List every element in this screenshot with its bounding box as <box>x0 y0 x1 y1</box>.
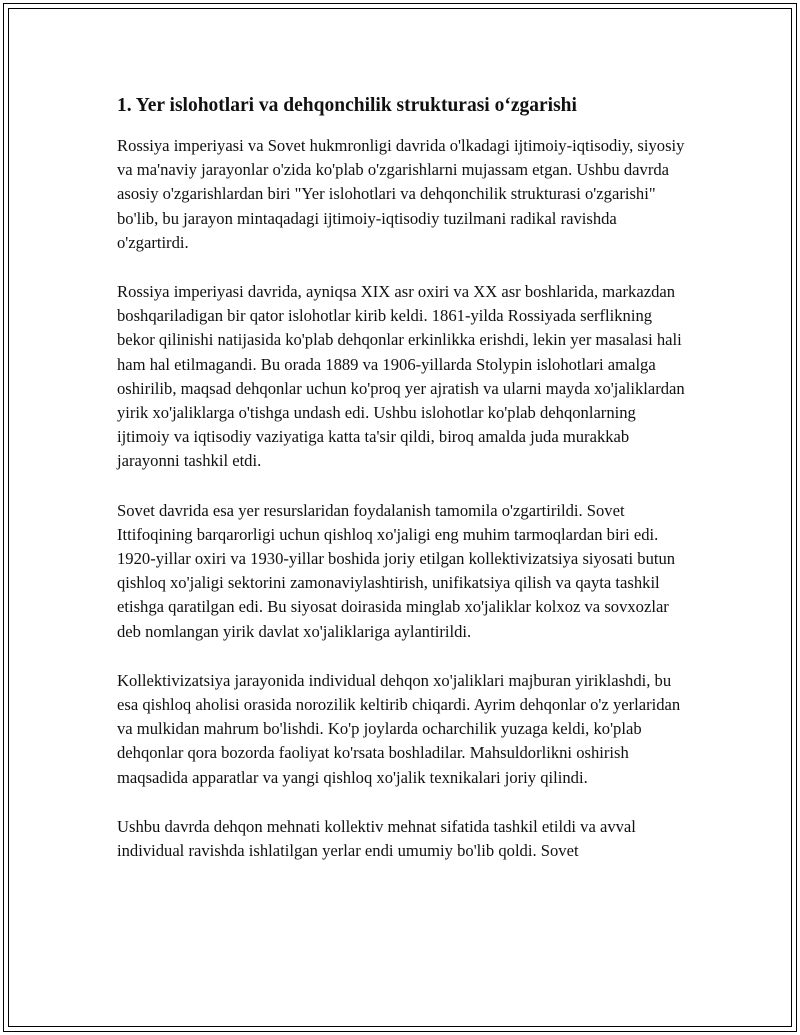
section-heading: 1. Yer islohotlari va dehqonchilik strukturasi o‘zgarishi <box>117 95 577 116</box>
document-body <box>117 92 687 888</box>
paragraph-1: Rossiya imperiyasi va Sovet hukmronligi davrida o'lkadagi ijtimoiy-iqtisodiy, siyosiy va ma'naviy jarayonlar o'zida ko'plab o'zgarishlarni mujassam etgan. Ushbu davrda asosiy o'zgarishlardan biri "Yer islohotlari va dehqonchilik strukturasi o'zgarishi" bo'lib, bu jarayon mintaqadagi ijtimoiy-iqtisodiy tuzilmani radikal ravishda o'zgartirdi. <box>117 136 685 252</box>
paragraph-3: Sovet davrida esa yer resurslaridan foydalanish tamomila o'zgartirildi. Sovet Ittifoqining barqarorligi uchun qishloq xo'jaligi eng muhim tarmoqlardan biri edi. 1920-yillar oxiri va 1930-yillar boshida joriy etilgan kollektivizatsiya siyosati butun qishloq xo'jaligi sektorini zamonaviylashtirish, unifikatsiya qilish va qayta tashkil etishga qaratilgan edi. Bu siyosat doirasida minglab xo'jaliklar kolxoz va sovxozlar deb nomlangan yirik davlat xo'jaliklariga aylantirildi. <box>117 500 676 641</box>
paragraph-4: Kollektivizatsiya jarayonida individual dehqon xo'jaliklari majburan yiriklashdi, bu esa qishloq aholisi orasida norozilik keltirib chiqardi. Ayrim dehqonlar o'z yerlaridan va mulkidan mahrum bo'lishdi. Ko'p joylarda ocharchilik yuzaga keldi, ko'plab dehqonlar qora bozorda faoliyat ko'rsata boshladilar. Mahsuldorlikni oshirish maqsadida apparatlar va yangi qishloq xo'jalik texnikalari joriy qilindi. <box>117 670 681 787</box>
paragraph-5: Ushbu davrda dehqon mehnati kollektiv mehnat sifatida tashkil etildi va avval individual ravishda ishlatilgan yerlar endi umumiy bo'lib qoldi. Sovet <box>117 816 636 861</box>
paragraph-2: Rossiya imperiyasi davrida, ayniqsa XIX asr oxiri va XX asr boshlarida, markazdan boshqariladigan bir qator islohotlar kirib keldi. 1861-yilda Rossiyada serflikning bekor qilinishi natijasida ko'plab dehqonlar erkinlikka erishdi, lekin yer masalasi hali ham hal etilmagandi. Bu orada 1889 va 1906-yillarda Stolypin islohotlari amalga oshirilib, maqsad dehqonlar uchun ko'proq yer ajratish va ularni mayda xo'jaliklardan yirik xo'jaliklarga o'tishga undash edi. Ushbu islohotlar ko'plab dehqonlarning ijtimoiy va iqtisodiy vaziyatiga katta ta'sir qildi, biroq amalda juda murakkab jarayonni tashkil etdi. <box>117 282 685 471</box>
